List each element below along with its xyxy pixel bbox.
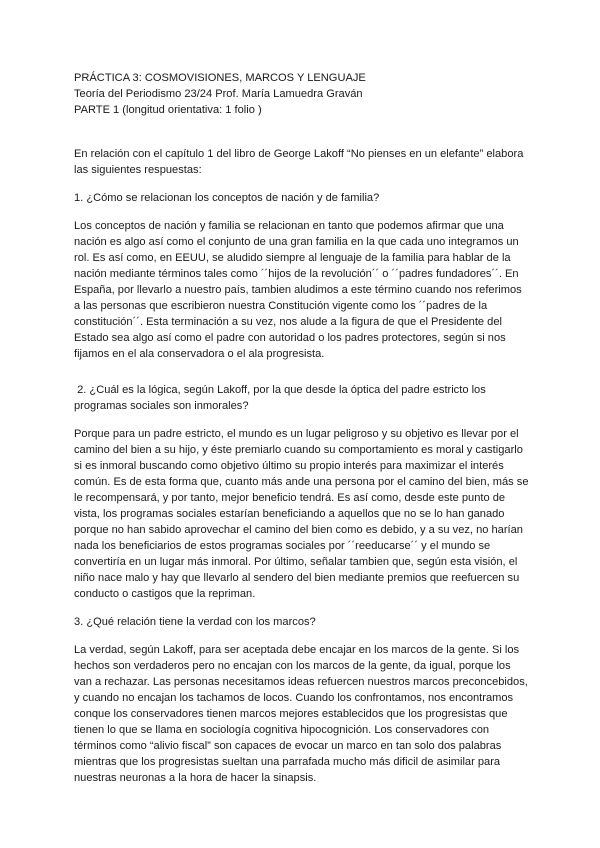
intro-line: las siguientes respuestas: [74,164,202,176]
answer-3-line: y cuando no encajan los tachamos de locos. Cuando los confrontamos, nos encontramos [74,692,514,704]
answer-2-line: niño nace malo y hay que llevarlo al sendero del bien mediante premios que reefuercen su [74,572,520,584]
answer-1-line: Los conceptos de nación y familia se relacionan en tanto que podemos afirmar que una [74,220,504,232]
practice-title: PRÁCTICA 3: COSMOVISIONES, MARCOS Y LENGUAJE [74,72,366,84]
answer-2-line: Porque para un padre estricto, el mundo es un lugar peligroso y su objetivo es llevar por el [74,428,519,440]
answer-3-line: nuestras neuronas a la hora de hacer la sinapsis. [74,772,317,784]
answer-1-line: nación es algo así como el conjunto de una gran familia en la que cada uno integramos un [74,236,519,248]
course-line: Teoría del Periodismo 23/24 Prof. María Lamuedra Graván [74,88,363,100]
answer-1-line: constitución´´. Esta terminación a su vez, nos alude a la figura de que el Presidente del [74,316,502,328]
answer-2-line: conducto o castigos que la repriman. [74,588,256,600]
answer-3-line: mientras que los progresistas sueltan una parrafada mucho más dificil de asimilar para [74,756,501,768]
answer-2-line: convertiría en un lugar más inmoral. Por último, señalar tambien que, según esta visión, el [74,556,518,568]
question-3: 3. ¿Qué relación tiene la verdad con los marcos? [74,616,316,628]
intro-line: En relación con el capítulo 1 del libro de George Lakoff “No pienses en un elefante” elabora [74,148,524,160]
answer-2-line: porque no han sabido aprovechar el camino del bien como es debido, y a su vez, no harían [74,524,523,536]
answer-1-line: nación mediante términos tales como ´´hijos de la revolución´´ o ´´padres fundadores´´. En [74,268,519,280]
answer-3-line: van a rechazar. Las personas necesitamos ideas refuercen nuestros marcos preconcebidos, [74,676,528,688]
answer-2-line: vista, los programas sociales estarían beneficiando a aquellos que no se lo han ganado [74,508,505,520]
answer-2-line: le recompensará, y por tanto, mejor beneficio tendrá. Es así como, desde este punto de [74,492,506,504]
answer-1-line: rol. Es así como, en EEUU, se aludido siempre al lenguaje de la familia para hablar de la [74,252,511,264]
answer-3-line: conque los conservadores tienen marcos mejores establecidos que los progresistas que [74,708,508,720]
answer-1-line: fijamos en el ala conservadora o el ala progresista. [74,348,325,360]
answer-1-line: España, por llevarlo a nuestro país, tambien aludimos a este término cuando nos referimos [74,284,522,296]
part-line: PARTE 1 (longitud orientativa: 1 folio ) [74,104,262,116]
answer-2-line: si es inmoral buscando como objetivo último su propio interés para maximizar el interés [74,460,504,472]
answer-3-line: tienen lo que se llama en sociología cognitiva hipocognición. Los conservadores con [74,724,490,736]
answer-2-line: nada los beneficiarios de estos programas sociales por ´´reeducarse´´ y el mundo se [74,540,491,552]
question-2: programas sociales son inmorales? [74,400,249,412]
answer-1-line: Estado sea algo así como el padre con autoridad o los padres protectores, según si nos [74,332,506,344]
answer-1-line: a las personas que escribieron nuestra Constitución vigente como los ´´padres de la [74,300,488,312]
question-2: 2. ¿Cuál es la lógica, según Lakoff, por la que desde la óptica del padre estricto los [74,384,486,396]
answer-3-line: términos como “alivio fiscal” son capaces de evocar un marco en tan solo dos palabras [74,740,502,752]
question-1: 1. ¿Cómo se relacionan los conceptos de nación y de familia? [74,192,380,204]
answer-3-line: La verdad, según Lakoff, para ser aceptada debe encajar en los marcos de la gente. Si los [74,644,520,656]
answer-2-line: camino del bien a su hijo, y éste premiarlo cuando su comportamiento es moral y castigarlo [74,444,523,456]
answer-3-line: hechos son verdaderos pero no encajan con los marcos de la gente, da igual, porque los [74,660,511,672]
answer-2-line: común. Es de esta forma que, cuanto más ande una persona por el camino del bien, más se [74,476,529,488]
